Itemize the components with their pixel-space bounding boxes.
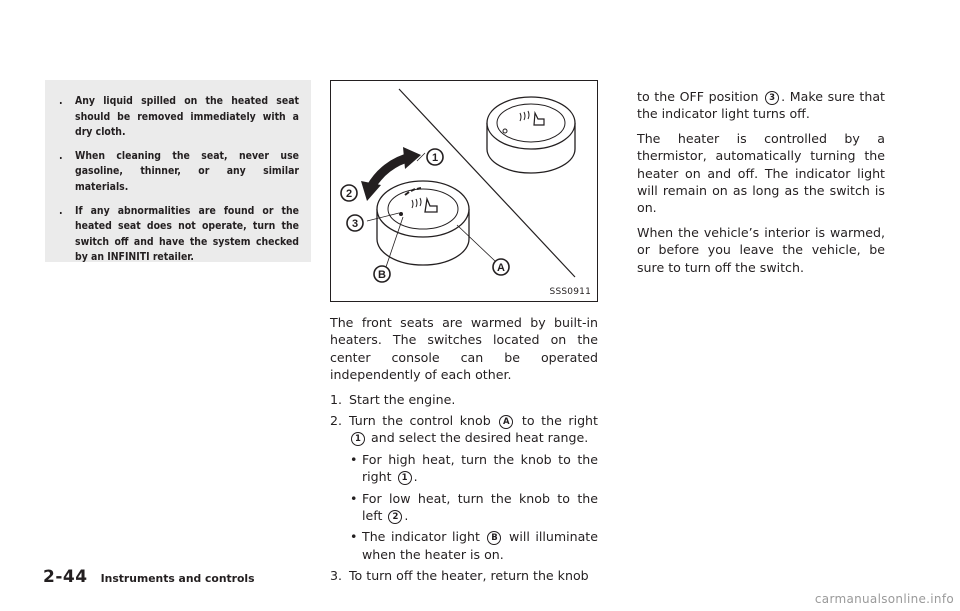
watermark[interactable]: carmanualsonline.info	[814, 592, 954, 606]
indicator-light	[399, 212, 403, 216]
middle-column	[330, 314, 598, 589]
right-seat-knob	[487, 97, 575, 173]
caution-box	[45, 80, 311, 262]
bullet-text: will illuminate when the heater is on.	[362, 529, 598, 562]
thermistor-paragraph: The heater is controlled by a thermistor, automatically turning the heater on and off. The indicator light will remain on as long as the switch is on.	[637, 130, 885, 216]
step-text: and select the desired heat range.	[371, 430, 589, 446]
caution-text: When cleaning the seat, never use gasoline, thinner, or any similar materials.	[75, 149, 299, 193]
bullet: .	[59, 149, 63, 162]
svg-text:B: B	[378, 269, 386, 281]
caution-item	[59, 149, 299, 196]
section-title: Instruments and controls	[100, 572, 255, 585]
bullet-text: For low heat, turn the knob to the left	[362, 490, 598, 524]
bullet-text: .	[413, 469, 418, 485]
bullet: .	[59, 95, 63, 107]
sub-bullet-high-heat	[330, 451, 598, 486]
callout-a	[493, 259, 509, 275]
caution-text: Any liquid spilled on the heated seat should be removed immediately with a dry cloth.	[75, 95, 299, 139]
figure-code: SSS0911	[549, 287, 591, 297]
caution-item	[59, 204, 299, 266]
callout-2	[341, 185, 357, 201]
step-2	[330, 412, 598, 447]
callout-b	[374, 266, 390, 282]
paragraph-text: . Make sure that the indicator light turns off.	[637, 89, 885, 122]
step-1	[330, 391, 598, 408]
step-3	[330, 567, 598, 584]
callout-ref-a: A	[499, 415, 513, 429]
step-text: To turn off the heater, return the knob	[349, 568, 589, 584]
step-number: 2.	[330, 413, 343, 429]
arrow-right-icon	[403, 147, 421, 169]
step-number: 1.	[330, 391, 343, 407]
step-text: to the right	[521, 413, 598, 429]
callout-ref-1: 1	[398, 471, 412, 485]
bullet-text: .	[404, 508, 409, 524]
caution-text: If any abnormalities are found or the heated seat does not operate, turn the switch off and have the system checked by an INFINITI retailer.	[75, 204, 299, 264]
bullet-icon: •	[350, 451, 358, 467]
warning-paragraph: When the vehicle’s interior is warmed, or before you leave the vehicle, be sure to turn off the switch.	[637, 224, 885, 275]
bullet-text: The indicator light	[362, 529, 480, 545]
sub-bullet-low-heat	[330, 490, 598, 525]
caution-item	[59, 94, 299, 141]
callout-ref-3: 3	[765, 91, 779, 105]
intro-paragraph: The front seats are warmed by built-in heaters. The switches located on the center console can be operated independently of each other.	[330, 315, 598, 383]
svg-text:A: A	[497, 262, 505, 274]
right-column	[637, 88, 885, 283]
svg-text:1: 1	[431, 152, 439, 164]
svg-text:3: 3	[351, 218, 359, 230]
step-number: 3.	[330, 568, 343, 584]
paragraph-text: to the OFF position	[637, 89, 759, 104]
callout-3	[347, 215, 363, 231]
seat-heater-figure	[330, 80, 598, 302]
step-text: Turn the control knob	[349, 413, 491, 429]
svg-text:2: 2	[345, 188, 353, 200]
step-text: Start the engine.	[349, 391, 456, 407]
off-position-paragraph	[637, 88, 885, 123]
callout-ref-2: 2	[388, 510, 402, 524]
sub-bullet-indicator	[330, 528, 598, 563]
bullet-icon: •	[350, 529, 358, 545]
bullet-icon: •	[350, 490, 358, 506]
seat-heater-illustration	[331, 81, 597, 301]
callout-1	[427, 149, 443, 165]
bullet-text: For high heat, turn the knob to the right	[362, 451, 598, 485]
callout-ref-1: 1	[351, 432, 365, 446]
bullet: .	[59, 204, 63, 217]
callout-ref-b: B	[487, 531, 501, 545]
page-footer	[43, 567, 255, 587]
page-number: 2-44	[43, 567, 88, 587]
